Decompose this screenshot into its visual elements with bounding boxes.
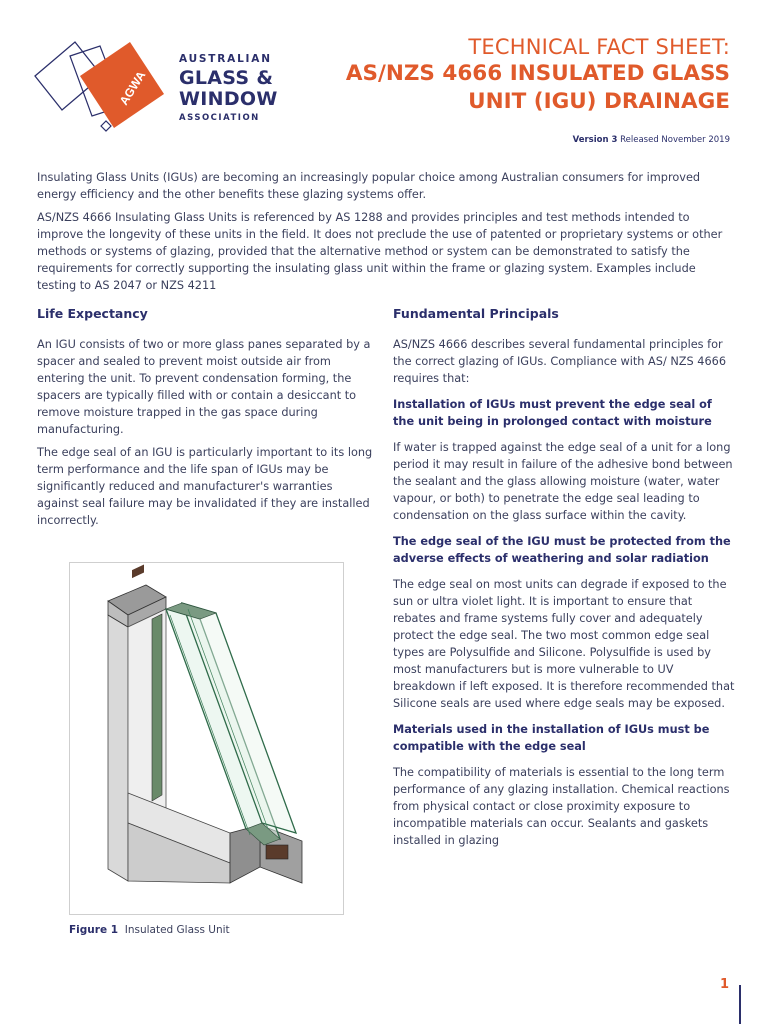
- intro-paragraph-1: Insulating Glass Units (IGUs) are becoming an increasingly popular choice among Australian consumers for improved energy efficiency and the other benefits these glazing systems offer.: [37, 171, 701, 201]
- fundamental-principals-heading: Fundamental Principals: [393, 306, 559, 321]
- page-number: 1: [719, 977, 729, 992]
- svg-text:AGWA: AGWA: [116, 68, 149, 108]
- version-info: [573, 135, 730, 145]
- igu-window-section-icon: [70, 563, 343, 914]
- title-line-1: AS/NZS 4666 INSULATED GLASS: [345, 61, 730, 86]
- intro-section: [37, 169, 737, 294]
- org-line-window: WINDOW: [179, 87, 278, 110]
- title-kicker: TECHNICAL FACT SHEET:: [468, 35, 730, 59]
- right-column: [393, 306, 735, 858]
- org-line-association: ASSOCIATION: [179, 112, 260, 123]
- principle-3-paragraph: The compatibility of materials is essential to the long term performance of any glazing installation. Chemical reactions from physical contact or close proximity exposure to incompatible materials can occur. Sealants and gaskets installed in glazing: [393, 766, 730, 847]
- agwa-logo-icon: [30, 36, 170, 140]
- principles-intro-paragraph: AS/NZS 4666 describes several fundamental principles for the correct glazing of IGUs. Compliance with AS/ NZS 4666 requires that:: [393, 338, 727, 385]
- figure-caption: [69, 924, 230, 936]
- principle-1-paragraph: If water is trapped against the edge seal of a unit for a long period it may result in failure of the adhesive bond between the sealant and the glass allowing moisture (water, water vapour, or both) to penetrate the edge seal leading to condensation on the glass surface within the cavity.: [393, 441, 733, 522]
- principle-3-heading: Materials used in the installation of IGUs must be compatible with the edge seal: [393, 723, 710, 753]
- life-expectancy-paragraph-1: An IGU consists of two or more glass panes separated by a spacer and sealed to prevent moist outside air from entering the unit. To prevent condensation forming, the spacers are typically filled with or contain a desiccant to remove moisture trapped in the gas space during manufacturing.: [37, 338, 371, 436]
- intro-paragraph-2: AS/NZS 4666 Insulating Glass Units is referenced by AS 1288 and provides principles and test methods intended to improve the longevity of these units in the field. It does not preclude the use of patented or proprietary systems or other methods or systems of glazing, provided that the alternative method or system can be demonstrated to satisfy the requirements for correctly supporting the insulating glass unit within the frame or glazing system. Examples include testing to AS 2047 or NZS 4211: [37, 211, 723, 292]
- principle-2-heading: The edge seal of the IGU must be protected from the adverse effects of weathering and solar radiation: [393, 535, 731, 565]
- figure-label: Figure 1: [69, 924, 119, 936]
- life-expectancy-heading: Life Expectancy: [37, 306, 148, 321]
- left-column: [37, 306, 377, 529]
- figure-caption-text: Insulated Glass Unit: [124, 924, 230, 936]
- life-expectancy-paragraph-2: The edge seal of an IGU is particularly important to its long term performance and the life span of IGUs may be significantly reduced and manufacturer's warranties against seal failure may be invalidated if they are installed incorrectly.: [37, 446, 373, 527]
- title-line-2: UNIT (IGU) DRAINAGE: [468, 89, 730, 114]
- document-title: [346, 34, 730, 116]
- version-label: Version 3: [572, 135, 618, 145]
- principle-2-paragraph: The edge seal on most units can degrade if exposed to the sun or ultra violet light. It is important to ensure that rebates and frame systems fully cover and adequately protect the edge seal. The two most common edge seal types are Polysulfide and Silicone. Polysulfide is used by most manufacturers but is more vulnerable to UV breakdown if left exposed. It is therefore recommended that Silicone seals are used where edge seals may be exposed.: [393, 578, 735, 710]
- organization-name: [179, 54, 278, 122]
- org-line-australian: AUSTRALIAN: [179, 53, 272, 65]
- version-release: Released November 2019: [617, 135, 730, 145]
- figure-igu-image: [69, 562, 344, 915]
- page-divider: [739, 985, 741, 1024]
- org-line-glass: GLASS &: [179, 66, 274, 89]
- principle-1-heading: Installation of IGUs must prevent the edge seal of the unit being in prolonged contact with moisture: [393, 398, 712, 428]
